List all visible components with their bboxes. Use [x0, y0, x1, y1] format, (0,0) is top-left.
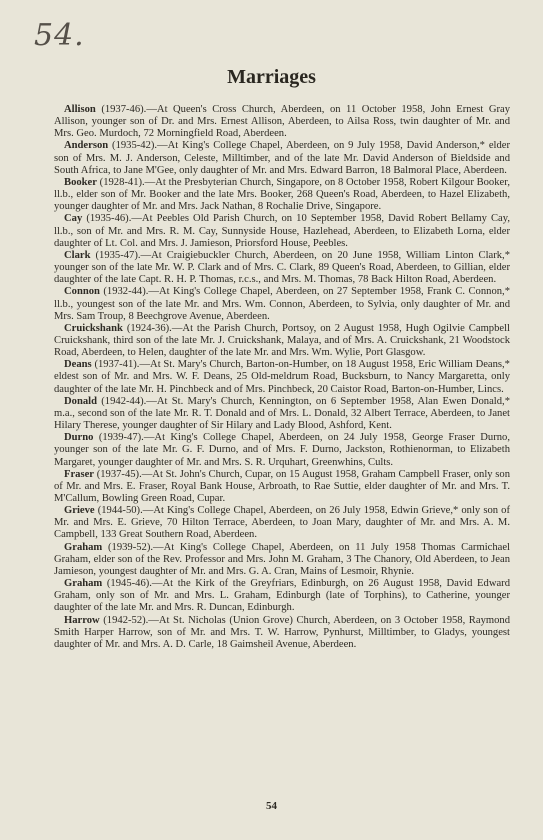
marriage-entry [54, 323, 510, 359]
entry-text: (1928-41).—At the Presbyterian Church, Singapore, on 8 October 1958, Robert Kilgour Booker, ll.b., elder son of Mr. Booker and the late Mrs. Booker, 268 Queen's Road, Aberdeen, to Hazel Elizabeth, younger daughter of Mr. and Mrs. Jack Nathan, 8 Rochalie Drive, Singapore. [54, 176, 510, 213]
marriage-entry [54, 432, 510, 468]
entry-surname: Cruickshank [64, 322, 123, 334]
marriage-entry [54, 177, 510, 213]
marriage-entry [54, 615, 510, 651]
entry-surname: Durno [64, 432, 94, 444]
entry-surname: Harrow [64, 614, 100, 626]
marriage-entry [54, 250, 510, 286]
marriage-entries [54, 104, 510, 651]
entry-text: (1939-52).—At King's College Chapel, Aberdeen, on 11 July 1958 Thomas Carmichael Graham, elder son of the Rev. Professor and Mrs. John M. Graham, 3 The Chanory, Old Aberdeen, to Jean Jamieson, youngest daughter of Mr. and Mrs. G. A. Cran, Mains of Lesmoir, Rhynie. [54, 541, 510, 577]
marriage-entry [54, 505, 510, 541]
marriage-entry [54, 469, 510, 505]
entry-text: (1932-44).—At King's College Chapel, Aberdeen, on 27 September 1958, Frank C. Connon,* ll.b., youngest son of the late Mr. and Mrs. Wm. Connon, Aberdeen, to Sylvia, only daughter of Mr. and Mrs. Sam Troup, 8 Beechgrove Avenue, Aberdeen. [54, 286, 510, 322]
entry-text: (1937-41).—At St. Mary's Church, Barton-on-Humber, on 18 August 1958, Eric William Deans,* eldest son of Mr. and Mrs. W. F. Deans, 25 Old-meldrum Road, Bucksburn, to Nancy Margaretta, only daughter of the late Mr. H. Pinchbeck and of Mrs. Pinchbeck, 20 Caistor Road, Barton-on-Humber, Lincs. [54, 359, 510, 395]
marriage-entry [54, 213, 510, 249]
entry-surname: Allison [64, 104, 96, 115]
entry-surname: Graham [64, 578, 103, 590]
entry-text: (1937-45).—At St. John's Church, Cupar, on 15 August 1958, Graham Campbell Fraser, only son of Mr. and Mrs. E. Fraser, Royal Bank House, Arbroath, to Rae Suttie, elder daughter of Mr. and Mrs. T. M'Callum, Bowling Green Road, Cupar. [54, 468, 510, 504]
marriage-entry [54, 396, 510, 432]
entry-surname: Connon [64, 286, 100, 298]
entry-surname: Clark [64, 249, 91, 261]
entry-surname: Fraser [64, 468, 94, 480]
entry-surname: Cay [64, 213, 83, 225]
entry-text: (1935-46).—At Peebles Old Parish Church, on 10 September 1958, David Robert Bellamy Cay, ll.b., son of Mr. and Mrs. R. M. Cay, Sunnyside House, Hazlehead, Aberdeen, to Elizabeth Lorna, elder daughter of Lt. Col. and Mrs. J. Jamieson, Priorsford House, Peebles. [54, 213, 510, 249]
marriage-entry [54, 578, 510, 614]
marriage-entry [54, 104, 510, 140]
entry-text: (1942-52).—At St. Nicholas (Union Grove) Church, Aberdeen, on 3 October 1958, Raymond Smith Harper Harrow, son of Mr. and Mrs. T. W. Harrow, Pynhurst, Milltimber, to Gladys, youngest daughter of Mr. and Mrs. A. D. Carle, 18 Gaimsheil Avenue, Aberdeen. [54, 614, 510, 650]
entry-text: (1939-47).—At King's College Chapel, Aberdeen, on 24 July 1958, George Fraser Durno, younger son of the late Mr. G. F. Durno, and of Mrs. F. Durno, Jackston, Rothienorman, to Elizabeth Margaret, younger daughter of Mr. and Mrs. S. R. Urquhart, Greenwhins, Cults. [54, 432, 510, 468]
handwritten-page-note: 54. [34, 18, 85, 53]
marriage-entry [54, 359, 510, 395]
entry-text: (1924-36).—At the Parish Church, Portsoy, on 2 August 1958, Hugh Ogilvie Campbell Cruickshank, third son of the late Mr. J. Cruickshank, Malaya, and of Mrs. A. Cruickshank, 21 Woodstock Road, Aberdeen, to Helen, daughter of the late Mr. and Mrs. Wm. Wylie, Port Glasgow. [54, 322, 510, 359]
entry-text: (1942-44).—At St. Mary's Church, Kennington, on 6 September 1958, Alan Ewen Donald,* m.a., second son of the late Mr. R. T. Donald and of Mrs. L. Donald, 32 Albert Terrace, Aberdeen, to Janet Hilary Therese, younger daughter of Sir Hilary and Lady Blood, Ashford, Kent. [54, 395, 510, 432]
entry-text: (1945-46).—At the Kirk of the Greyfriars, Edinburgh, on 26 August 1958, David Edward Graham, only son of Mr. and Mrs. L. Graham, Edinburgh (late of Torphins), to Catherine, younger daughter of the late Mr. and Mrs. R. Duncan, Edinburgh. [54, 578, 510, 614]
entry-text: (1937-46).—At Queen's Cross Church, Aberdeen, on 11 October 1958, John Ernest Gray Allison, younger son of Dr. and Mrs. Ernest Allison, Aberdeen, to Ailsa Ross, twin daughter of Mr. and Mrs. Geo. Murdoch, 72 Morningfield Road, Aberdeen. [54, 104, 510, 140]
entry-text: (1935-47).—At Craigiebuckler Church, Aberdeen, on 20 June 1958, William Linton Clark,* younger son of the late Mr. W. P. Clark and of Mrs. C. Clark, 89 Queen's Road, Aberdeen, to Gillian, elder daughter of the late Capt. R. H. P. Thomas, r.c.s., and Mrs. M. Thomas, 78 Back Hilton Road, Aberdeen. [54, 249, 510, 286]
entry-text: (1944-50).—At King's College Chapel, Aberdeen, on 26 July 1958, Edwin Grieve,* only son of Mr. and Mrs. E. Grieve, 70 Hilton Terrace, Aberdeen, to Joan Mary, daughter of Mr. and Mrs. A. M. Campbell, 133 Great Southern Road, Aberdeen. [54, 505, 510, 541]
page-number: 54 [266, 800, 277, 812]
marriage-entry [54, 542, 510, 578]
entry-surname: Graham [64, 541, 103, 553]
entry-surname: Donald [64, 395, 97, 407]
entry-surname: Booker [64, 176, 97, 188]
entry-surname: Anderson [64, 140, 109, 152]
entry-surname: Deans [64, 359, 92, 371]
page-title: Marriages [227, 66, 316, 88]
entry-surname: Grieve [64, 505, 95, 517]
marriage-entry [54, 140, 510, 176]
entry-text: (1935-42).—At King's College Chapel, Aberdeen, on 9 July 1958, David Anderson,* elder son of Mrs. M. J. Anderson, Celeste, Milltimber, and of the late Mr. David Anderson of Bieldside and South Africa, to Jane M'Gee, only daughter of Mr. and Mrs. Edward Barron, 18 Balmoral Place, Aberdeen. [54, 140, 510, 176]
marriage-entry [54, 286, 510, 322]
